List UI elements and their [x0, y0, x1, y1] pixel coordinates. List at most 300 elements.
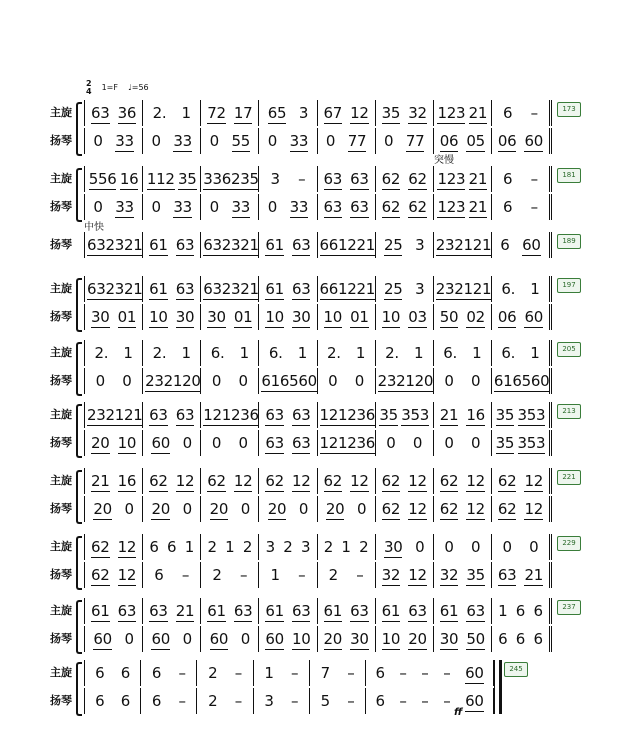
note-group: 12	[408, 499, 427, 518]
measure	[492, 496, 552, 522]
bar-number-badge: 237	[557, 600, 581, 615]
measure	[201, 276, 259, 302]
note-group: 65	[267, 103, 287, 122]
note-group: 62	[381, 499, 401, 518]
measure	[84, 688, 141, 714]
note-group: 0	[325, 132, 336, 150]
note-group: 0	[354, 372, 364, 390]
note-group: 62	[497, 499, 517, 518]
staff-row	[0, 402, 625, 428]
note-group: 2	[359, 538, 369, 556]
measure	[492, 598, 552, 624]
annotation-tempo-change: 突慢	[434, 155, 454, 166]
measure	[492, 626, 552, 652]
staff-row	[0, 100, 625, 126]
note-group: 0	[470, 538, 481, 556]
note-group: 12	[524, 499, 543, 518]
measure	[259, 340, 317, 366]
note-group: –	[290, 692, 299, 710]
measure	[84, 166, 143, 192]
note-group: –	[347, 692, 355, 710]
note-group: 03	[408, 307, 427, 326]
note-group: 20	[323, 629, 343, 648]
score-system	[0, 276, 625, 332]
measure	[310, 688, 366, 714]
measure	[318, 232, 376, 258]
note-group: 21	[439, 405, 459, 424]
measure	[259, 194, 317, 220]
measure	[143, 340, 201, 366]
note-group: 60	[265, 629, 284, 648]
measure	[318, 598, 376, 624]
note-group: –	[421, 692, 429, 710]
note-group: 62	[91, 537, 110, 556]
note-group: 0	[124, 630, 134, 648]
measure	[201, 128, 259, 154]
measure-row	[84, 194, 552, 220]
score-system	[0, 598, 625, 654]
measure	[318, 430, 376, 456]
note-group: 62	[381, 197, 401, 216]
measure	[366, 688, 494, 714]
measure	[434, 100, 492, 126]
note-group: 6	[167, 538, 177, 556]
note-group: 2	[323, 538, 333, 556]
note-group: 20	[209, 499, 229, 518]
note-group: 6.	[501, 344, 516, 362]
measure	[259, 534, 317, 560]
note-group: 2321	[221, 235, 259, 254]
note-group: 01	[233, 307, 253, 326]
measure	[259, 430, 317, 456]
measure	[434, 626, 492, 652]
note-group: 63	[203, 279, 222, 298]
measure-row	[84, 166, 552, 192]
measure	[366, 660, 494, 686]
measure-row	[84, 340, 552, 366]
note-group: 63	[117, 601, 137, 620]
note-group: 60	[298, 371, 317, 390]
note-group: 12	[408, 565, 427, 584]
measure	[201, 534, 259, 560]
note-group: 62	[408, 197, 427, 216]
note-group: 60	[151, 433, 170, 452]
instrument-label: 扬琴	[50, 436, 72, 449]
measure	[310, 660, 366, 686]
note-group: 35	[495, 433, 515, 452]
measure	[201, 194, 259, 220]
note-group: 50	[466, 629, 485, 648]
measure	[259, 626, 317, 652]
measure	[84, 626, 143, 652]
note-group: 61	[265, 235, 284, 254]
note-group: 0	[93, 198, 103, 216]
note-group: 0	[444, 372, 454, 390]
note-group: 33	[173, 131, 192, 150]
measure	[376, 468, 434, 494]
measure	[318, 496, 376, 522]
note-group: 2.	[385, 344, 399, 362]
measure-row	[84, 626, 552, 652]
measure	[492, 232, 552, 258]
note-group: 0	[415, 538, 425, 556]
measure	[259, 468, 317, 494]
note-group: –	[530, 104, 538, 122]
measure	[143, 276, 201, 302]
measure	[376, 304, 434, 330]
instrument-label: 扬琴	[50, 694, 72, 707]
note-group: 10	[149, 307, 168, 326]
note-group: 0	[470, 434, 481, 452]
note-group: 2	[283, 538, 293, 556]
note-group: 12	[291, 471, 311, 490]
note-group: 6	[95, 664, 105, 682]
note-group: 20	[408, 629, 427, 648]
note-group: 112	[146, 169, 175, 188]
measure	[492, 402, 552, 428]
note-group: 1	[123, 344, 133, 362]
note-group: –	[178, 664, 186, 682]
note-group: 6.	[210, 344, 225, 362]
note-group: 61	[149, 279, 168, 298]
note-group: 6.	[501, 280, 516, 298]
measure	[318, 166, 376, 192]
note-group: 63	[265, 405, 284, 424]
note-group: 12	[466, 499, 485, 518]
measure	[84, 128, 143, 154]
instrument-label: 主旋	[50, 604, 72, 617]
note-group: 61	[149, 235, 168, 254]
note-group: 62	[207, 471, 226, 490]
measure	[376, 100, 434, 126]
note-group: 121	[463, 279, 492, 298]
measure	[143, 598, 201, 624]
measure	[434, 598, 492, 624]
note-group: 0	[182, 630, 192, 648]
note-group: 0	[209, 132, 219, 150]
bar-number-badge: 173	[557, 102, 581, 117]
note-group: –	[234, 664, 242, 682]
note-group: 33	[289, 197, 309, 216]
note-group: 20	[182, 371, 201, 390]
note-group: 12	[524, 471, 543, 490]
measure	[143, 430, 201, 456]
bar-number-badge: 221	[557, 470, 581, 485]
measure	[143, 232, 201, 258]
measure	[259, 562, 317, 588]
measure	[492, 562, 552, 588]
staff-row	[0, 660, 625, 686]
staff-row	[0, 340, 625, 366]
note-group: 30	[207, 307, 226, 326]
note-group: 63	[323, 197, 343, 216]
note-group: 63	[497, 565, 517, 584]
measure	[318, 402, 376, 428]
measure	[376, 598, 434, 624]
measure	[434, 368, 492, 394]
note-group: 123	[437, 103, 466, 122]
measure	[376, 626, 434, 652]
note-group: 30	[439, 629, 459, 648]
note-group: 21	[468, 197, 488, 216]
note-group: 2321	[221, 279, 259, 298]
measure	[376, 534, 434, 560]
note-group: 35	[178, 169, 197, 188]
note-group: 63	[350, 601, 369, 620]
note-group: 60	[465, 691, 484, 710]
note-group: –	[290, 664, 299, 682]
note-group: –	[178, 692, 186, 710]
measure	[84, 194, 143, 220]
note-group: 0	[298, 500, 309, 518]
instrument-label: 扬琴	[50, 310, 72, 323]
note-group: 0	[124, 500, 134, 518]
note-group: 20	[267, 499, 287, 518]
note-group: 1	[472, 344, 482, 362]
measure-row	[84, 304, 552, 330]
note-group: 6	[500, 236, 510, 254]
note-group: 32	[381, 565, 401, 584]
note-group: 25	[383, 279, 403, 298]
measure-row	[84, 468, 552, 494]
note-group: 50	[439, 307, 459, 326]
staff-row	[0, 598, 625, 624]
measure	[201, 626, 259, 652]
measure	[143, 128, 201, 154]
measure	[141, 688, 197, 714]
measure	[318, 194, 376, 220]
note-group: 3	[265, 538, 275, 556]
measure	[84, 368, 143, 394]
measure	[201, 496, 259, 522]
note-group: 2	[208, 664, 218, 682]
note-group: 36	[356, 405, 375, 424]
staff-row	[0, 688, 625, 714]
measure	[434, 128, 492, 154]
measure	[492, 276, 552, 302]
note-group: 1212	[319, 433, 357, 452]
note-group: 0	[240, 630, 251, 648]
measure	[376, 276, 434, 302]
note-group: 20	[91, 433, 110, 452]
note-group: 60	[209, 629, 229, 648]
note-group: 12	[233, 471, 253, 490]
note-group: 63	[408, 601, 427, 620]
note-group: 61	[265, 279, 284, 298]
note-group: 1	[413, 344, 424, 362]
note-group: 63	[265, 433, 284, 452]
note-group: 12	[350, 103, 369, 122]
note-group: 63	[350, 197, 369, 216]
note-group: 235	[230, 169, 259, 188]
measure	[143, 368, 201, 394]
staff-row	[0, 194, 625, 220]
note-group: –	[234, 692, 242, 710]
measure	[84, 304, 143, 330]
staff-row	[0, 232, 625, 258]
note-group: –	[347, 664, 355, 682]
note-group: 0	[151, 198, 161, 216]
note-group: 33	[231, 197, 251, 216]
note-group: 35	[379, 405, 398, 424]
note-group: 1	[297, 344, 307, 362]
instrument-label: 扬琴	[50, 502, 72, 515]
note-group: 06	[497, 307, 517, 326]
note-group: 16	[117, 471, 137, 490]
dynamic-marking: ff	[454, 707, 463, 718]
bar-number-badge: 245	[504, 662, 528, 677]
measure	[492, 128, 552, 154]
measure	[434, 194, 492, 220]
staff-row	[0, 468, 625, 494]
key-signature: 1=F	[101, 83, 118, 92]
note-group: 63	[291, 433, 311, 452]
note-group: 6	[149, 538, 159, 556]
measure	[492, 100, 552, 126]
note-group: 32	[408, 103, 427, 122]
note-group: 62	[439, 499, 459, 518]
measure	[318, 304, 376, 330]
note-group: 1	[184, 538, 194, 556]
note-group: 3	[415, 236, 425, 254]
note-group: –	[239, 566, 248, 584]
note-group: 60	[151, 629, 170, 648]
note-group: 20	[93, 499, 112, 518]
note-group: 0	[93, 132, 103, 150]
score-system	[0, 468, 625, 524]
measure	[201, 430, 259, 456]
note-group: 63	[203, 235, 222, 254]
instrument-label: 主旋	[50, 474, 72, 487]
note-group: 62	[408, 169, 427, 188]
score-system	[0, 402, 625, 458]
note-group: 2.	[152, 344, 167, 362]
note-group: 6	[533, 630, 543, 648]
note-group: 05	[466, 131, 485, 150]
instrument-label: 扬琴	[50, 134, 72, 147]
note-group: 6.	[268, 344, 283, 362]
note-group: 33	[173, 197, 192, 216]
staff-row	[0, 626, 625, 652]
measure	[259, 496, 317, 522]
note-group: 63	[87, 235, 106, 254]
note-group: 10	[381, 307, 401, 326]
note-group: 30	[291, 307, 311, 326]
note-group: 60	[465, 663, 484, 682]
note-group: 6	[151, 692, 162, 710]
measure	[434, 340, 492, 366]
measure	[376, 496, 434, 522]
note-group: 0	[502, 538, 512, 556]
note-group: 1212	[319, 405, 357, 424]
note-group: 0	[151, 132, 161, 150]
note-group: 232	[435, 279, 464, 298]
note-group: 62	[265, 471, 284, 490]
note-group: 61	[91, 601, 110, 620]
measure-row	[84, 402, 552, 428]
instrument-label: 扬琴	[50, 200, 72, 213]
note-group: 661	[319, 279, 348, 298]
instrument-label: 扬琴	[50, 238, 72, 251]
score-system	[0, 166, 625, 222]
note-group: 0	[240, 500, 251, 518]
note-group: 6	[95, 692, 105, 710]
note-group: 0	[383, 132, 394, 150]
note-group: 20	[414, 371, 434, 390]
instrument-label: 主旋	[50, 172, 72, 185]
measure	[376, 368, 434, 394]
note-group: 336	[203, 169, 231, 188]
score-system	[0, 660, 625, 716]
note-group: 2321	[377, 371, 415, 390]
note-group: 232	[87, 405, 115, 424]
note-group: 2	[207, 538, 217, 556]
measure	[376, 128, 434, 154]
measure	[492, 368, 552, 394]
note-group: 661	[319, 235, 348, 254]
note-group: 0	[357, 500, 367, 518]
score-system	[0, 100, 625, 156]
note-group: 77	[405, 131, 425, 150]
note-group: 61	[439, 601, 459, 620]
note-group: 6	[151, 664, 162, 682]
note-group: 63	[175, 279, 195, 298]
note-group: 5	[320, 692, 330, 710]
note-group: 01	[117, 307, 137, 326]
note-group: 06	[439, 131, 459, 150]
note-group: 16	[466, 405, 485, 424]
measure	[259, 368, 317, 394]
note-group: 12	[175, 471, 195, 490]
note-group: 6	[375, 692, 385, 710]
note-group: –	[356, 566, 364, 584]
tempo-marking: ♩=56	[127, 83, 149, 92]
note-group: 20	[151, 499, 170, 518]
note-group: 3	[415, 280, 425, 298]
note-group: 60	[522, 235, 541, 254]
bar-number-badge: 213	[557, 404, 581, 419]
staff-row	[0, 128, 625, 154]
measure	[376, 562, 434, 588]
measure-row	[84, 128, 552, 154]
measure	[492, 430, 552, 456]
note-group: 12	[408, 471, 427, 490]
note-group: 30	[383, 537, 403, 556]
note-group: 7	[320, 664, 330, 682]
measure	[434, 534, 492, 560]
note-group: 63	[149, 405, 168, 424]
note-group: 2321	[145, 371, 183, 390]
note-group: 2.	[327, 344, 341, 362]
measure	[143, 166, 201, 192]
note-group: 61	[265, 601, 284, 620]
note-group: 1	[530, 280, 540, 298]
measure	[143, 534, 201, 560]
note-group: 0	[328, 372, 338, 390]
note-group: 30	[91, 307, 110, 326]
note-group: 0	[267, 132, 277, 150]
note-group: 33	[115, 197, 134, 216]
note-group: 0	[529, 538, 539, 556]
note-group: 06	[497, 131, 517, 150]
note-group: 17	[233, 103, 253, 122]
measure	[143, 304, 201, 330]
note-group: 63	[291, 279, 311, 298]
note-group: 0	[182, 434, 192, 452]
measure	[84, 468, 143, 494]
measure	[318, 626, 376, 652]
note-group: 63	[466, 601, 485, 620]
